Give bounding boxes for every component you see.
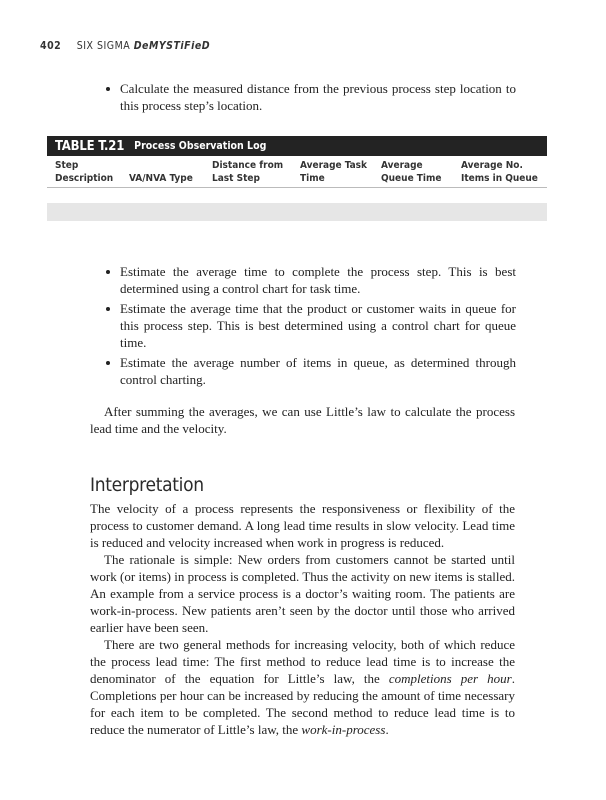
paragraph-1: The velocity of a process represents the responsiveness or flexibility of the process to customer demand. A long lead time results in slow velocity. Lead time is reduced and velocity increased when work in progress is reduced. xyxy=(90,501,515,550)
table-empty-row xyxy=(47,188,547,203)
running-head xyxy=(40,40,210,52)
book-title: DeMYSTiFieD xyxy=(133,40,211,52)
table-header-row xyxy=(47,156,547,188)
column-header-distance: Distance from Last Step xyxy=(212,160,284,184)
paragraph-2: The rationale is simple: New orders from customers cannot be started until work (or items) in process is completed. Thus the activity on new items is stalled. An example from a service process is a doctor’s waiting room. The patients are work-in-process. New patients aren’t seen by the doctor until those who arrived earlier have been seen. xyxy=(90,552,515,635)
column-header-va-nva-type: VA/NVA Type xyxy=(129,173,193,184)
column-header-step-description: Step Description xyxy=(55,160,114,184)
table-caption: Process Observation Log xyxy=(134,140,267,152)
emphasis-completions: completions per hour xyxy=(388,671,512,686)
intro-bullet-list xyxy=(104,80,516,117)
table-empty-shaded-row xyxy=(47,203,547,221)
section-body xyxy=(90,500,515,738)
series-name: SIX SIGMA xyxy=(76,40,131,52)
summary-paragraph: After summing the averages, we can use Little’s law to calculate the process lead time and the velocity. xyxy=(90,404,515,436)
paragraph-3: There are two general methods for increasing velocity, both of which reduce the process lead time: The first method to reduce lead time is to increase the denominator of the equation for Little’s law, the completions per hour. Completions per hour can be increased by reducing the amount of time necessary for each item to be completed. The second method to reduce lead time is to reduce the numerator of Little’s law, the work-in-process. xyxy=(90,637,515,737)
column-header-avg-items-in-queue: Average No. Items in Queue xyxy=(461,160,538,184)
bullet-item: Calculate the measured distance from the previous process step location to this process step’s location. xyxy=(104,80,516,114)
process-observation-table xyxy=(47,136,547,221)
emphasis-work-in-process: work-in-process xyxy=(301,722,386,737)
column-header-avg-queue-time: Average Queue Time xyxy=(381,160,442,184)
table-number: TABLE T.21 xyxy=(55,138,125,154)
bullet-list xyxy=(104,263,516,391)
bullet-item: Estimate the average time to complete the process step. This is best determined using a control chart for task time. xyxy=(104,263,516,297)
column-header-avg-task-time: Average Task Time xyxy=(300,160,368,184)
bullet-item: Estimate the average time that the product or customer waits in queue for this process step. This is best determined using a control chart for queue time. xyxy=(104,300,516,351)
table-title-bar xyxy=(47,136,547,156)
bullet-item: Estimate the average number of items in queue, as determined through control charting. xyxy=(104,354,516,388)
section-heading: Interpretation xyxy=(90,474,204,496)
page-number: 402 xyxy=(40,40,62,52)
